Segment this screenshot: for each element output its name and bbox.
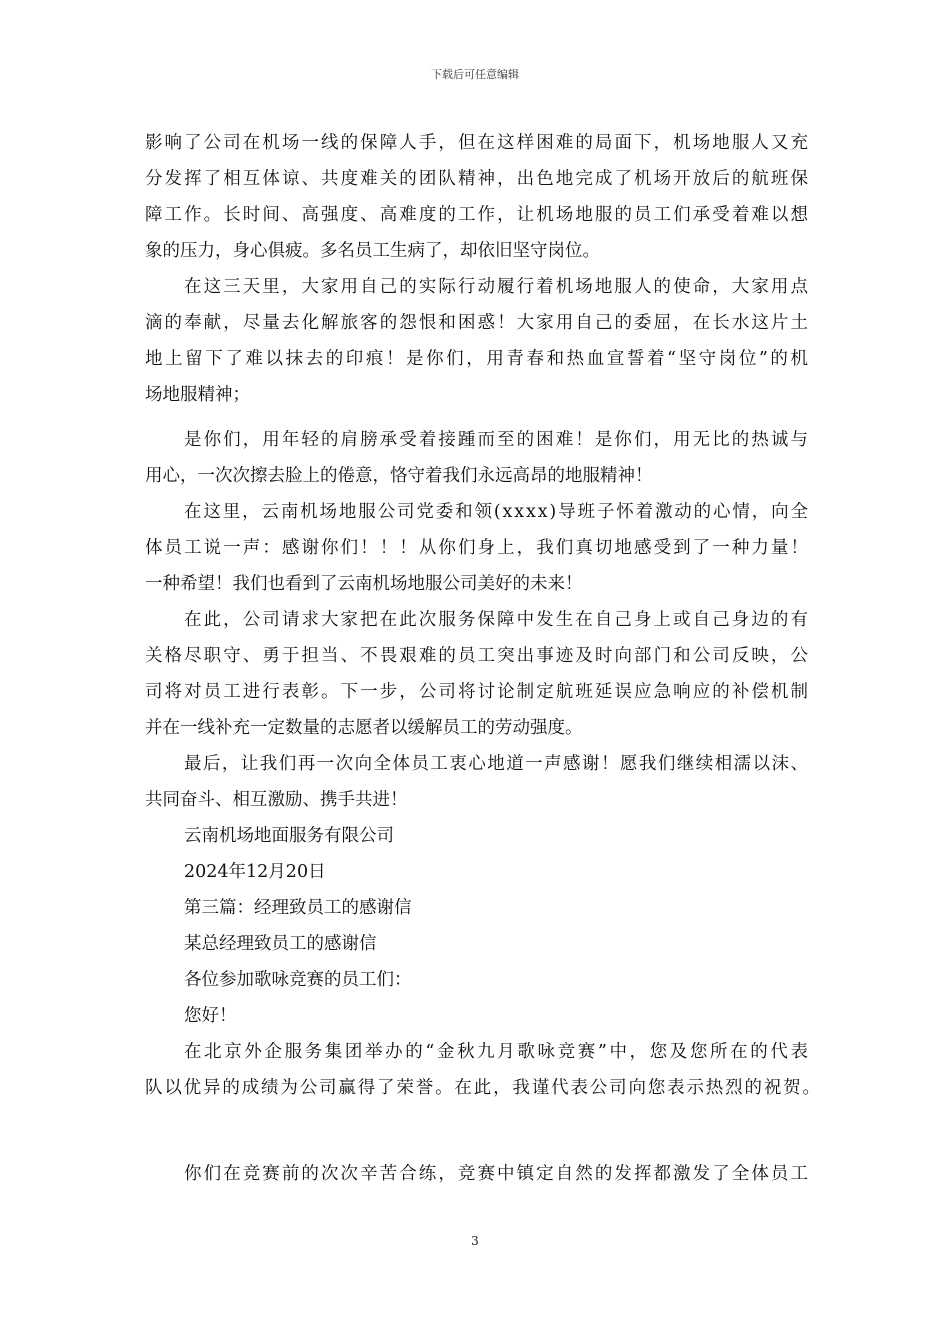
text-line: 各位参加歌咏竞赛的员工们： bbox=[184, 970, 412, 990]
text-line: 一种希望！我们也看到了云南机场地服公司美好的未来！ bbox=[145, 574, 583, 594]
text-line: 象的压力，身心俱疲。多名员工生病了，却依旧坚守岗位。 bbox=[145, 241, 600, 261]
text-line: 是你们，用年轻的肩膀承受着接踵而至的困难！是你们，用无比的热诚与 bbox=[184, 430, 811, 450]
text-line: 在这三天里，大家用自己的实际行动履行着机场地服人的使命，大家用点 bbox=[184, 277, 811, 297]
page-number: 3 bbox=[471, 1234, 479, 1248]
text-line: 场地服精神； bbox=[145, 385, 250, 405]
text-line: 共同奋斗、相互激励、携手共进！ bbox=[145, 790, 408, 810]
text-line: 你们在竞赛前的次次辛苦合练，竞赛中镇定自然的发挥都激发了全体员工 bbox=[184, 1164, 811, 1184]
text-line: 在这里，云南机场地服公司党委和领(xxxx)导班子怀着激动的心情，向全 bbox=[184, 502, 810, 522]
text-line: 在北京外企服务集团举办的“金秋九月歌咏竞赛”中，您及您所在的代表 bbox=[184, 1042, 811, 1062]
text-line: 司将对员工进行表彰。下一步，公司将讨论制定航班延误应急响应的补偿机制 bbox=[145, 682, 811, 702]
text-line: 地上留下了难以抹去的印痕！是你们，用青春和热血宣誓着“坚守岗位”的机 bbox=[145, 349, 811, 369]
text-line: 您好！ bbox=[184, 1006, 237, 1026]
text-line: 滴的奉献，尽量去化解旅客的怨恨和困惑！大家用自己的委屈，在长水这片土 bbox=[145, 313, 811, 333]
text-line: 障工作。长时间、高强度、高难度的工作，让机场地服的员工们承受着难以想 bbox=[145, 205, 811, 225]
page-header: 下载后可任意编辑 bbox=[431, 68, 519, 81]
text-line: 2024年12月20日 bbox=[184, 862, 326, 882]
text-line: 某总经理致员工的感谢信 bbox=[184, 934, 377, 954]
text-line: 最后，让我们再一次向全体员工衷心地道一声感谢！愿我们继续相濡以沫、 bbox=[184, 754, 810, 774]
text-line: 队以优异的成绩为公司赢得了荣誉。在此，我谨代表公司向您表示热烈的祝贺。 bbox=[145, 1078, 822, 1098]
text-line: 影响了公司在机场一线的保障人手，但在这样困难的局面下，机场地服人又充 bbox=[145, 133, 811, 153]
text-line: 关格尽职守、勇于担当、不畏艰难的员工突出事迹及时向部门和公司反映，公 bbox=[145, 646, 811, 666]
text-line: 第三篇：经理致员工的感谢信 bbox=[184, 898, 412, 918]
text-line: 体员工说一声：感谢你们！！！从你们身上，我们真切地感受到了一种力量！ bbox=[145, 538, 811, 558]
text-line: 用心，一次次擦去脸上的倦意，恪守着我们永远高昂的地服精神！ bbox=[145, 466, 653, 486]
text-line: 并在一线补充一定数量的志愿者以缓解员工的劳动强度。 bbox=[145, 718, 583, 738]
text-line: 在此，公司请求大家把在此次服务保障中发生在自己身上或自己身边的有 bbox=[184, 610, 811, 630]
text-line: 分发挥了相互体谅、共度难关的团队精神，出色地完成了机场开放后的航班保 bbox=[145, 169, 811, 189]
text-line: 云南机场地面服务有限公司 bbox=[184, 826, 394, 846]
